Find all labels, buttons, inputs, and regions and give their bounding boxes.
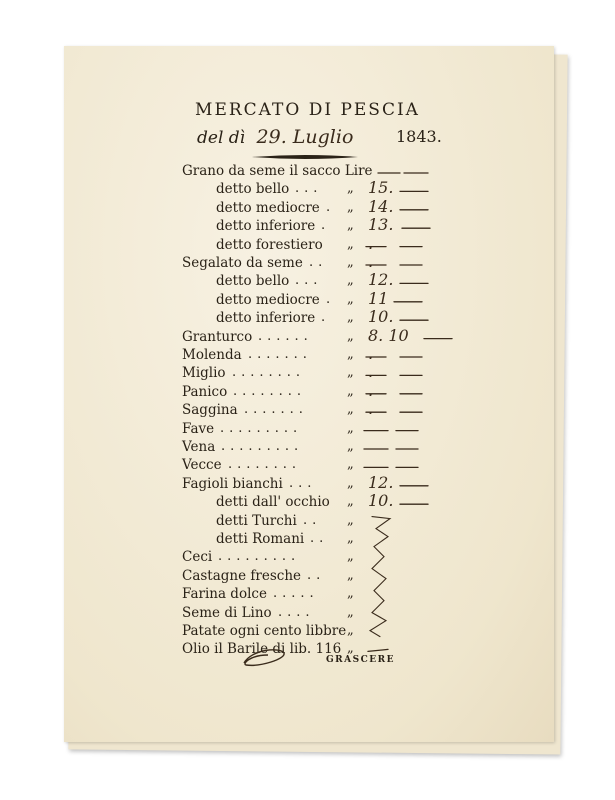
item-name: Molenda xyxy=(182,347,242,363)
ditto-mark: „ xyxy=(347,255,354,270)
leader-dots: ......... xyxy=(221,439,304,454)
item-name: Grano da seme il sacco Lire xyxy=(182,163,373,179)
item-name: detti Turchi xyxy=(216,512,297,529)
item-name: detti dall' occhio xyxy=(216,494,330,511)
item-name: detti Romani xyxy=(216,531,305,547)
ditto-mark: „ xyxy=(347,623,354,638)
ditto-mark: „ xyxy=(347,291,354,307)
item-name: detto mediocre xyxy=(216,291,320,308)
leader-dots: ... xyxy=(289,475,317,491)
handwritten-price: . xyxy=(368,399,374,419)
year: 1843. xyxy=(396,127,442,146)
item-name: Ceci xyxy=(182,549,213,566)
ditto-mark: „ xyxy=(347,199,354,215)
leader-dots: .. xyxy=(309,255,328,270)
ditto-mark: „ xyxy=(347,641,354,657)
handwritten-price: 12. xyxy=(368,270,394,290)
leader-dots: ......... xyxy=(218,549,301,565)
item-name: Patate ogni cento libbre xyxy=(182,623,347,639)
item-name: detto inferiore xyxy=(216,218,316,235)
item-name: Segalato da seme xyxy=(182,255,303,271)
leader-dots: ... xyxy=(295,181,323,197)
handwritten-price: 12. xyxy=(368,472,394,492)
item-name: Farina dolce xyxy=(182,586,267,603)
leader-dots: .. xyxy=(303,512,322,528)
leader-dots: .. xyxy=(310,531,329,546)
ditto-mark: „ xyxy=(347,310,354,326)
item-name: Castagne fresche xyxy=(182,567,302,584)
leader-dots: . xyxy=(326,291,336,307)
leader-dots: . xyxy=(326,199,336,215)
ditto-mark: „ xyxy=(347,365,354,381)
leader-dots: ..... xyxy=(273,586,319,602)
item-name: Miglio xyxy=(182,365,226,382)
leader-dots: .... xyxy=(278,604,315,620)
leader-dots: ....... xyxy=(244,402,308,418)
handwritten-price: . xyxy=(368,252,374,271)
handwritten-price: . xyxy=(368,233,374,253)
leader-dots: ........ xyxy=(232,365,306,381)
ditto-mark: „ xyxy=(347,328,354,344)
item-name: Saggina xyxy=(182,402,238,419)
item-name: Olio il Barile di lib. 116 xyxy=(182,641,342,658)
item-name: Fagioli bianchi xyxy=(182,475,283,492)
item-name: Panico xyxy=(182,383,228,400)
handwritten-price: . xyxy=(368,380,374,400)
document-title: MERCATO DI PESCIA xyxy=(195,100,420,120)
leader-dots: ........ xyxy=(233,383,307,399)
leader-dots: ......... xyxy=(220,420,303,436)
item-name: detto bello xyxy=(216,181,290,198)
section-label: GRASCERE xyxy=(326,655,396,665)
handwritten-price: 13. xyxy=(368,215,394,235)
leader-dots: ... xyxy=(295,273,323,289)
ditto-mark: „ xyxy=(347,586,354,602)
date-prefix: del dì xyxy=(197,128,246,148)
ditto-mark: „ xyxy=(347,567,354,583)
handwritten-price: . xyxy=(368,362,374,382)
ditto-mark: „ xyxy=(347,549,354,565)
leader-dots: . xyxy=(321,218,331,234)
ditto-mark: „ xyxy=(347,347,354,362)
ditto-mark: „ xyxy=(347,273,354,289)
ditto-mark: „ xyxy=(347,402,354,418)
handwritten-price: 14. xyxy=(368,196,394,216)
leader-dots: . xyxy=(321,310,331,326)
item-name: detto bello xyxy=(216,273,290,290)
item-name: Granturco xyxy=(182,328,253,345)
ditto-mark: „ xyxy=(347,236,354,252)
leader-dots: ....... xyxy=(248,347,312,362)
leader-dots: .. xyxy=(307,567,326,583)
ditto-mark: „ xyxy=(347,457,354,473)
ink-dash xyxy=(370,517,390,637)
item-name: Vena xyxy=(182,439,216,455)
leader-dots: ...... xyxy=(258,328,313,344)
ditto-mark: „ xyxy=(347,218,354,234)
leader-dots: ........ xyxy=(228,457,302,473)
item-name: Vecce xyxy=(182,457,222,474)
item-name: detto forestiero xyxy=(216,236,323,253)
ditto-mark: „ xyxy=(347,420,354,436)
item-name: detto mediocre xyxy=(216,199,320,216)
item-name: Fave xyxy=(182,420,215,437)
ditto-mark: „ xyxy=(347,383,354,399)
ditto-mark: „ xyxy=(347,181,354,197)
item-name: detto inferiore xyxy=(216,310,316,327)
ditto-mark: „ xyxy=(347,512,354,528)
handwritten-price: 10. xyxy=(368,307,394,327)
ditto-mark: „ xyxy=(347,604,354,620)
ink-dash xyxy=(368,649,388,651)
ditto-mark: „ xyxy=(347,439,354,454)
ditto-mark: „ xyxy=(347,475,354,491)
handwritten-price: 11 xyxy=(368,288,389,308)
handwritten-price: . xyxy=(368,344,374,363)
ditto-mark: „ xyxy=(347,531,354,546)
date-handwritten: 29. Luglio xyxy=(256,126,354,148)
ditto-mark: „ xyxy=(347,494,354,510)
handwritten-price: 15. xyxy=(368,178,394,198)
signature-flourish xyxy=(240,647,288,669)
handwritten-price: 10. xyxy=(368,491,394,511)
item-name: Seme di Lino xyxy=(182,604,272,621)
handwritten-price: 8. 10 xyxy=(368,325,409,345)
